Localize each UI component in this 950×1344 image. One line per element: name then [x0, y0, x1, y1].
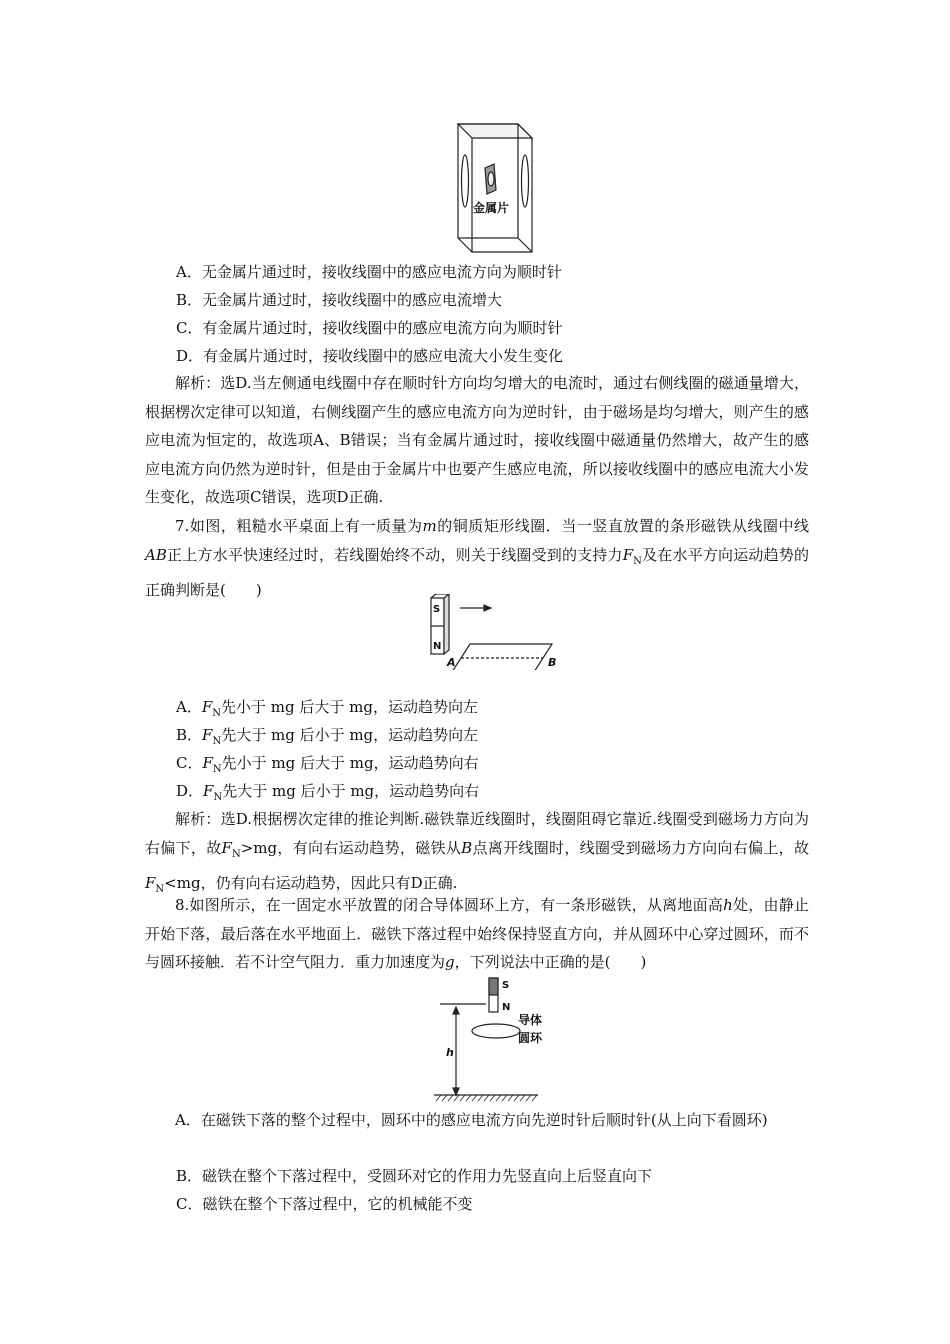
- q8-option-a: A．在磁铁下落的整个过程中，圆环中的感应电流方向先逆时针后顺时针(从上向下看圆环): [175, 1111, 768, 1129]
- q7-option-c: C．$F_N$先小于 mg 后大于 mg，运动趋势向右: [176, 754, 479, 775]
- q6-analysis: 解析：选D.当左侧通电线圈中存在顺时针方向均匀增大的电流时，通过右侧线圈的磁通量增大，根据楞次定律可以知道，右侧线圈产生的感应电流方向为逆时针，由于磁场是均匀增大，则产生的感应电流为恒定的，故选项A、B错误；当有金属片通过时，接收线圈中磁通量仍然增大，故产生的感应电流方向仍然为逆时针，但是由于金属片中也要产生感应电流，所以接收线圈中的感应电流大小发生变化，故选项C错误，选项D正确.: [145, 374, 809, 507]
- q7-stem: 7.如图，粗糙水平桌面上有一质量为m的铜质矩形线圈．当一竖直放置的条形磁铁从线圈中线AB正上方水平快速经过时，若线圈始终不动，则关于线圈受到的支持力$F_N$及在水平方向运动趋势的正确判断是( ): [145, 517, 809, 600]
- height-label: h: [446, 1046, 454, 1059]
- magnet-coil-figure: [424, 594, 564, 670]
- q6-option-d: D．有金属片通过时，接收线圈中的感应电流大小发生变化: [176, 347, 564, 365]
- magnet-n-label: N: [433, 641, 442, 652]
- q7-analysis: 解析：选D.根据楞次定律的推论判断.磁铁靠近线圈时，线圈阻碍它靠近.线圈受到磁场力方向为右偏下，故$F_N>mg$，有向右运动趋势，磁铁从B点离开线圈时，线圈受到磁场力方向向右偏上，故$F_N<mg$，仍有向右运动趋势，因此只有D正确.: [145, 810, 809, 896]
- q7-option-a: A．$F_N$先小于 mg 后大于 mg，运动趋势向左: [176, 698, 478, 719]
- q7-option-b: B．$F_N$先大于 mg 后小于 mg，运动趋势向左: [176, 726, 479, 747]
- coil-point-a: A: [447, 656, 456, 669]
- q8-option-b: B．磁铁在整个下落过程中，受圆环对它的作用力先竖直向上后竖直向下: [176, 1167, 653, 1185]
- q7-option-d: D．$F_N$先大于 mg 后小于 mg，运动趋势向右: [176, 782, 480, 803]
- falling-magnet-figure: [432, 974, 552, 1102]
- metal-plate-label: 金属片: [473, 201, 510, 215]
- metal-detector-figure: [452, 118, 536, 258]
- q6-option-c: C．有金属片通过时，接收线圈中的感应电流方向为顺时针: [176, 319, 563, 337]
- q6-option-a: A．无金属片通过时，接收线圈中的感应电流方向为顺时针: [176, 263, 562, 281]
- magnet-s-label: S: [433, 604, 441, 615]
- q8-option-c: C．磁铁在整个下落过程中，它的机械能不变: [176, 1195, 473, 1213]
- coil-point-b: B: [548, 656, 557, 669]
- q6-option-b: B．无金属片通过时，接收线圈中的感应电流增大: [176, 291, 503, 309]
- magnet2-n-label: N: [502, 1002, 511, 1013]
- ring-label-2: 圆环: [518, 1031, 543, 1045]
- magnet2-s-label: S: [502, 980, 510, 991]
- q8-stem: 8.如图所示，在一固定水平放置的闭合导体圆环上方，有一条形磁铁，从离地面高h处，由静止开始下落，最后落在水平地面上．磁铁下落过程中始终保持竖直方向，并从圆环中心穿过圆环，而不与圆环接触．若不计空气阻力．重力加速度为g，下列说法中正确的是( ): [145, 896, 809, 972]
- ring-label-1: 导体: [518, 1013, 543, 1027]
